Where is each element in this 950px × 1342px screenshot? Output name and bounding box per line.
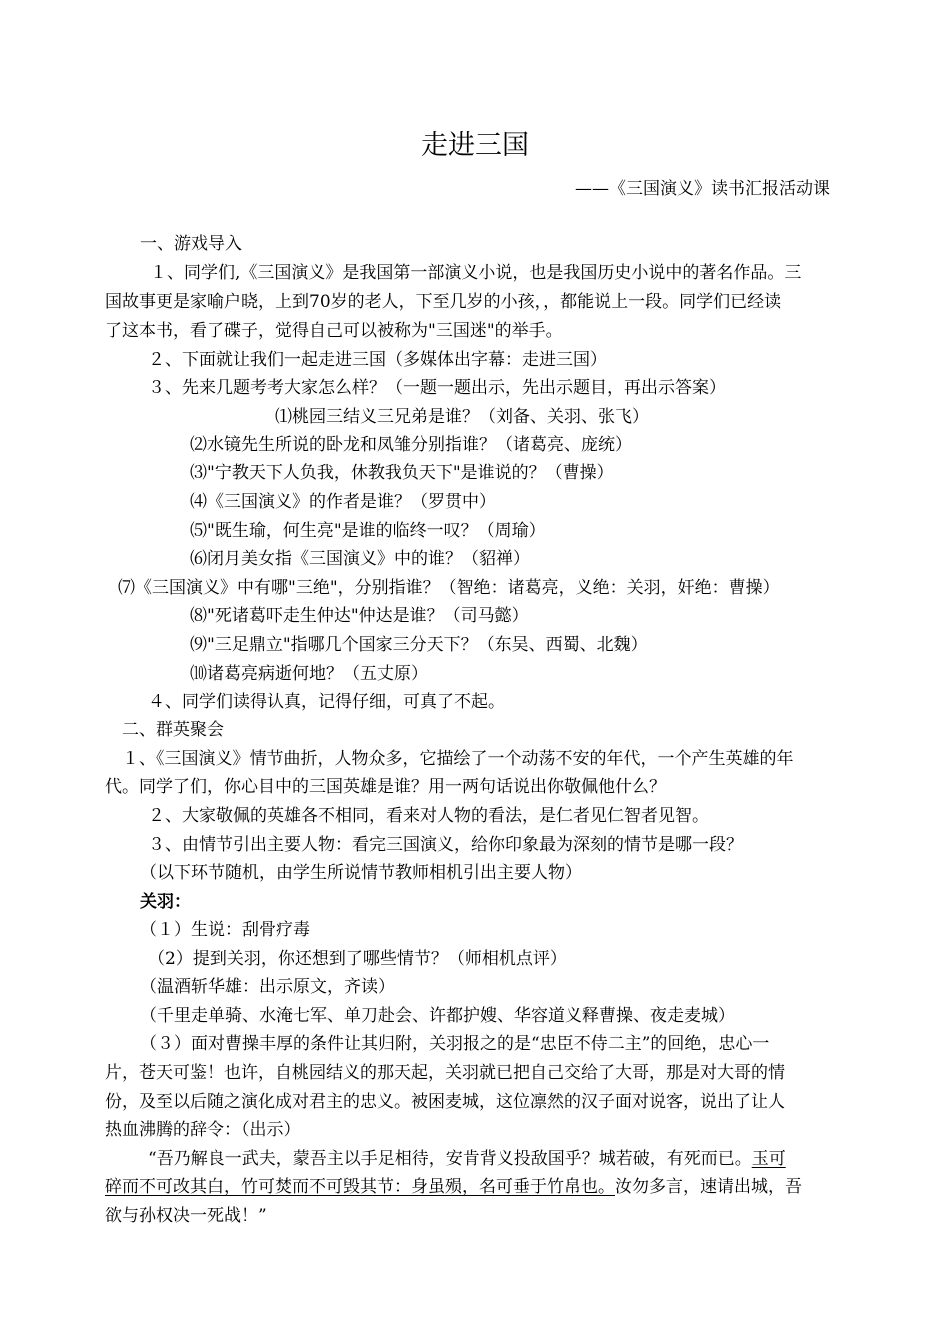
quiz-question: ⑺《三国演义》中有哪"三绝"，分别指谁？（智绝：诸葛亮，义绝：关羽，奸绝：曹操）	[118, 578, 780, 598]
paragraph-line: （温酒斩华雄：出示原文，齐读）	[140, 977, 395, 997]
quiz-question: ⑶"宁教天下人负我，休教我负天下"是谁说的？（曹操）	[190, 463, 614, 483]
paragraph-line: 片，苍天可鉴！也许，自桃园结义的那天起，关羽就已把自己交给了大哥，那是对大哥的情	[105, 1063, 785, 1083]
paragraph-line: ３、由情节引出主要人物：看完三国演义，给你印象最为深刻的情节是哪一段？	[148, 835, 743, 855]
quiz-question: ⑴桃园三结义三兄弟是谁？（刘备、关羽、张飞）	[275, 407, 649, 427]
paragraph-line: （千里走单骑、水淹七军、单刀赴会、许都护嫂、华容道义释曹操、夜走麦城）	[140, 1006, 735, 1026]
paragraph-line: ３、先来几题考考大家怎么样？（一题一题出示，先出示题目，再出示答案）	[148, 378, 726, 398]
quote-line: 欲与孙权决一死战！”	[105, 1206, 267, 1226]
quote-line	[105, 1174, 802, 1200]
paragraph-line: １、同学们,《三国演义》是我国第一部演义小说，也是我国历史小说中的著名作品。三	[150, 263, 802, 283]
character-heading-guanyu: 关羽：	[140, 892, 191, 912]
paragraph-line: （2）提到关羽，你还想到了哪些情节？（师相机点评）	[148, 949, 567, 969]
quiz-question: ⑵水镜先生所说的卧龙和凤雏分别指谁？（诸葛亮、庞统）	[190, 435, 632, 455]
paragraph-line: 热血沸腾的辞令：（出示）	[105, 1120, 301, 1140]
quiz-question: ⑸"既生瑜，何生亮"是谁的临终一叹？（周瑜）	[190, 521, 546, 541]
paragraph-line: 了这本书，看了碟子，觉得自己可以被称为"三国迷"的举手。	[105, 321, 563, 341]
quiz-question: ⑹闭月美女指《三国演义》中的谁？（貂禅）	[190, 549, 530, 569]
section-1-heading: 一、游戏导入	[140, 234, 242, 254]
paragraph-line: （３）面对曹操丰厚的条件让其归附，关羽报之的是“忠臣不侍二主”的回绝，忠心一	[140, 1034, 770, 1054]
quote-text: 汝勿多言，速请出城，吾	[615, 1177, 802, 1197]
quiz-question: ⑻"死诸葛吓走生仲达"仲达是谁？（司马懿）	[190, 606, 529, 626]
quote-underlined-text: 玉可	[751, 1149, 786, 1169]
paragraph-line: （以下环节随机，由学生所说情节教师相机引出主要人物）	[140, 863, 582, 883]
paragraph-line: ２、下面就让我们一起走进三国（多媒体出字幕：走进三国）	[148, 350, 607, 370]
page-title: 走进三国	[421, 130, 529, 161]
quiz-question: ⑼"三足鼎立"指哪几个国家三分天下？（东吴、西蜀、北魏）	[190, 635, 648, 655]
quiz-question: ⑷《三国演义》的作者是谁？（罗贯中）	[190, 492, 496, 512]
quote-line	[148, 1146, 786, 1172]
section-2-heading: 二、群英聚会	[122, 720, 224, 740]
paragraph-line: ２、大家敬佩的英雄各不相同，看来对人物的看法，是仁者见仁智者见智。	[148, 806, 709, 826]
page-subtitle: ——《三国演义》读书汇报活动课	[575, 179, 830, 199]
paragraph-line: 国故事更是家喻户晓，上到70岁的老人，下至几岁的小孩，，都能说上一段。同学们已经读	[105, 292, 782, 312]
quote-text: “吾乃解良一武夫，蒙吾主以手足相待，安肯背义投敌国乎？城若破，有死而已。	[148, 1149, 752, 1169]
paragraph-line: １、《三国演义》情节曲折，人物众多，它描绘了一个动荡不安的年代，一个产生英雄的年	[122, 749, 794, 769]
paragraph-line: （１）生说：刮骨疗毒	[140, 920, 310, 940]
paragraph-line: 代。同学了们，你心目中的三国英雄是谁？用一两句话说出你敬佩他什么？	[105, 777, 666, 797]
paragraph-line: ４、同学们读得认真，记得仔细，可真了不起。	[148, 692, 505, 712]
quote-underlined-text: 碎而不可改其白，竹可焚而不可毁其节：身虽殒，名可垂于竹帛也。	[105, 1177, 615, 1197]
quiz-question: ⑽诸葛亮病逝何地？（五丈原）	[190, 664, 428, 684]
paragraph-line: 份，及至以后随之演化成对君主的忠义。被困麦城，这位凛然的汉子面对说客，说出了让人	[105, 1092, 785, 1112]
